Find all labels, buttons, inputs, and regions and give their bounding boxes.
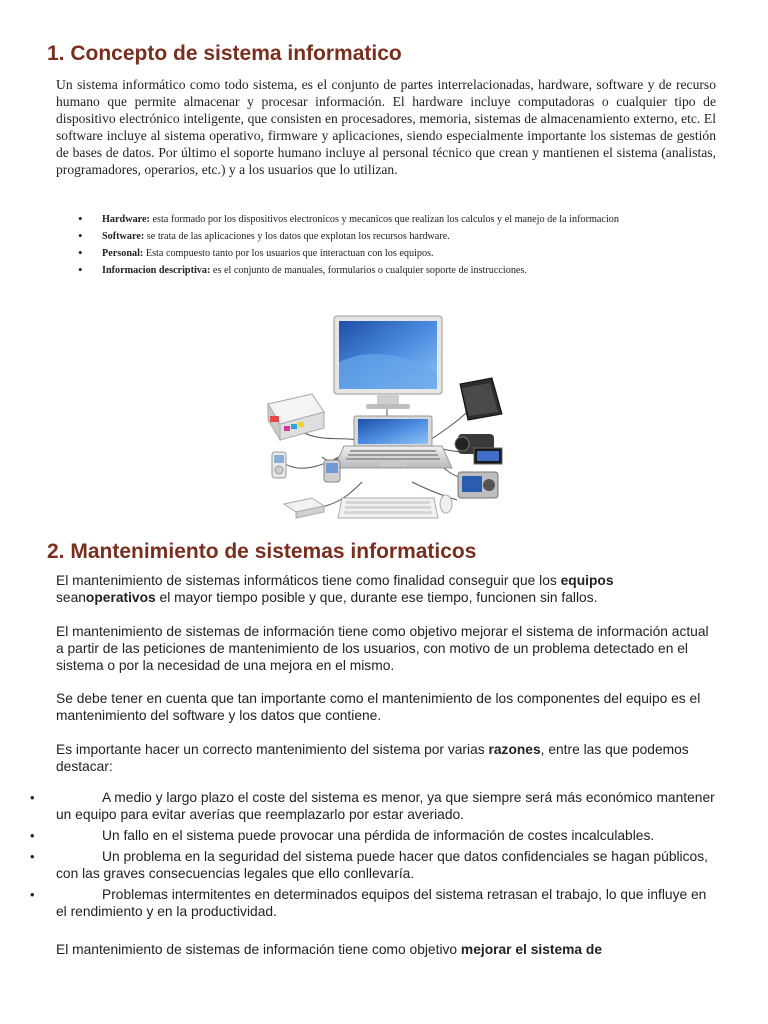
list-item-text: se trata de las aplicaciones y los datos que explotan los recursos hardware. xyxy=(146,231,450,242)
list-item-term: Informacion descriptiva: xyxy=(102,265,211,276)
reasons-list xyxy=(30,789,720,924)
list-item-text: esta formado por los dispositivos electronicos y mecanicos que realizan los calculos y el manejo de la informacion xyxy=(152,214,619,225)
paragraph-text: el mayor tiempo posible y que, durante ese tiempo, funcionen sin fallos. xyxy=(155,590,598,605)
bold-term-equipos: equipos xyxy=(560,573,614,588)
section2-paragraph-5 xyxy=(56,941,716,958)
camcorder-icon xyxy=(455,434,502,464)
section2-paragraph-4 xyxy=(56,741,716,775)
reason-text: Un problema en la seguridad del sistema puede hacer que datos confidenciales se hagan públicos, con las graves consecuencias legales que ello conllevaría. xyxy=(56,849,708,881)
section1-title: 1. Concepto de sistema informatico xyxy=(47,42,402,65)
pda-icon xyxy=(324,460,340,482)
list-item xyxy=(30,789,720,823)
computer-system-illustration xyxy=(262,312,512,524)
list-item xyxy=(78,247,718,261)
list-item-term: Hardware: xyxy=(102,214,150,225)
paragraph-text: El mantenimiento de sistemas informáticos tiene como finalidad conseguir que los xyxy=(56,573,561,588)
list-item-term: Personal: xyxy=(102,248,144,259)
mp3-player-icon xyxy=(272,452,286,478)
section2-title: 2. Mantenimiento de sistemas informaticos xyxy=(47,540,477,563)
camera-icon xyxy=(458,472,498,498)
printer-icon xyxy=(268,394,324,440)
section2-paragraph-1 xyxy=(56,572,716,606)
section1-component-list xyxy=(78,213,718,281)
list-item-term: Software: xyxy=(102,231,145,242)
bold-term-razones: razones xyxy=(488,742,541,757)
paragraph-text: sean xyxy=(56,590,86,605)
section2-paragraph-3: Se debe tener en cuenta que tan importante como el mantenimiento de los componentes del equipo es el mantenimiento del software y los datos que contiene. xyxy=(56,691,701,723)
paragraph-text: Es importante hacer un correcto mantenimiento del sistema por varias xyxy=(56,742,489,757)
reason-text: Problemas intermitentes en determinados equipos del sistema retrasan el trabajo, lo que influye en el rendimiento y en la productividad. xyxy=(56,887,707,919)
bold-term-operativos: operativos xyxy=(85,590,156,605)
section1-paragraph: Un sistema informático como todo sistema, es el conjunto de partes interrelacionadas, hardware, software y de recurso humano que permite almacenar y procesar información. El hardware incluye computadoras o cualquier tipo de dispositivo electrónico inteligente, que consisten en procesadores, memoria, sistemas de almacenamiento externo, etc. El software incluye al sistema operativo, firmware y aplicaciones, siendo especialmente importante los sistemas de gestión de bases de datos. Por último el soporte humano incluye al personal técnico que crean y mantienen el sistema (analistas, programadores, operarios, etc.) y a los usuarios que lo utilizan. xyxy=(56,77,716,177)
list-item xyxy=(30,886,720,920)
mouse-icon xyxy=(440,495,452,513)
reason-text: A medio y largo plazo el coste del sistema es menor, ya que siempre será más económico mantener un equipo para evitar averías que reemplazarlo por estar averiado. xyxy=(56,790,715,822)
keyboard-icon xyxy=(338,498,438,518)
list-item xyxy=(30,848,720,882)
list-item-text: es el conjunto de manuales, formularios o cualquier soporte de instrucciones. xyxy=(212,265,527,276)
scanner-icon xyxy=(460,378,502,420)
router-icon xyxy=(284,498,324,518)
list-item xyxy=(78,213,718,227)
list-item-text: Esta compuesto tanto por los usuarios que interactuan con los equipos. xyxy=(145,248,434,259)
list-item xyxy=(78,230,718,244)
reason-text: Un fallo en el sistema puede provocar una pérdida de información de costes incalculables. xyxy=(102,828,655,843)
bold-phrase: mejorar el sistema de xyxy=(460,942,603,957)
paragraph-text: El mantenimiento de sistemas de información tiene como objetivo xyxy=(56,942,461,957)
laptop-icon xyxy=(334,416,452,468)
section2-paragraph-2: El mantenimiento de sistemas de información tiene como objetivo mejorar el sistema de información actual a partir de las peticiones de mantenimiento de los usuarios, con motivo de un problema detectado en el sistema o por la necesidad de una mejora en el mismo. xyxy=(56,624,709,673)
monitor-icon xyxy=(334,316,442,409)
paragraph-text: , entre las que podemos destacar: xyxy=(56,742,689,774)
list-item xyxy=(78,264,718,278)
list-item xyxy=(30,827,720,844)
